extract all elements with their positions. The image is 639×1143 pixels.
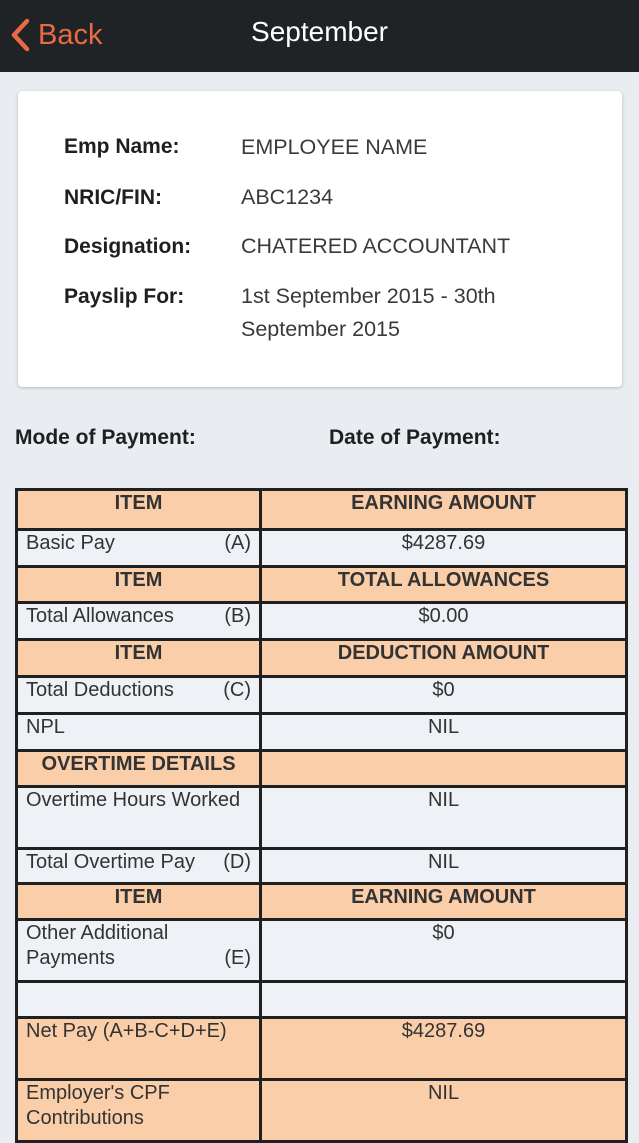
empty-cell	[17, 982, 261, 1018]
overtime-blank-header	[261, 751, 627, 787]
table-row	[17, 490, 627, 530]
basic-pay-label: Basic Pay	[26, 532, 115, 554]
basic-pay-code: (A)	[224, 532, 251, 554]
employer-cpf-label: Employer's CPF Contributions	[17, 1080, 261, 1142]
nric-value: ABC1234	[241, 185, 334, 209]
earning-amount-header: EARNING AMOUNT	[261, 490, 627, 530]
total-overtime-pay-cell	[17, 849, 261, 884]
designation-value: CHATERED ACCOUNTANT	[241, 234, 511, 258]
deduction-amount-header: DEDUCTION AMOUNT	[261, 640, 627, 677]
table-row	[17, 567, 627, 603]
basic-pay-cell	[17, 530, 261, 567]
table-row	[17, 714, 627, 751]
table-row	[17, 677, 627, 714]
designation-label: Designation:	[64, 235, 192, 258]
overtime-hours-value: NIL	[261, 787, 627, 849]
empty-cell	[261, 982, 627, 1018]
item-header: ITEM	[17, 640, 261, 677]
table-row	[17, 530, 627, 567]
employee-info-card	[18, 91, 622, 387]
table-row	[17, 751, 627, 787]
overtime-details-header: OVERTIME DETAILS	[17, 751, 261, 787]
other-additional-payments-label: Other Additional Payments	[26, 922, 169, 969]
total-overtime-pay-code: (D)	[223, 851, 251, 873]
table-row	[17, 982, 627, 1018]
employer-cpf-value: NIL	[261, 1080, 627, 1142]
item-header: ITEM	[17, 884, 261, 920]
total-deductions-label: Total Deductions	[26, 679, 174, 701]
table-row	[17, 849, 627, 884]
table-row	[17, 884, 627, 920]
other-additional-payments-code: (E)	[224, 947, 251, 969]
total-overtime-pay-value: NIL	[261, 849, 627, 884]
table-row	[17, 1018, 627, 1080]
top-app-bar	[0, 0, 639, 72]
total-allowances-header: TOTAL ALLOWANCES	[261, 567, 627, 603]
total-deductions-code: (C)	[223, 679, 251, 701]
emp-name-value: EMPLOYEE NAME	[241, 135, 428, 159]
total-allowances-label: Total Allowances	[26, 605, 174, 627]
payslip-table	[15, 488, 628, 1143]
npl-value: NIL	[261, 714, 627, 751]
basic-pay-value: $4287.69	[261, 530, 627, 567]
table-row	[17, 787, 627, 849]
other-additional-payments-value: $0	[261, 920, 627, 982]
emp-name-label: Emp Name:	[64, 135, 180, 158]
total-allowances-code: (B)	[224, 605, 251, 627]
item-header: ITEM	[17, 490, 261, 530]
npl-label: NPL	[17, 714, 261, 751]
total-deductions-value: $0	[261, 677, 627, 714]
back-label: Back	[38, 18, 103, 51]
date-of-payment-label: Date of Payment:	[329, 426, 501, 449]
overtime-hours-label: Overtime Hours Worked	[17, 787, 261, 849]
table-row	[17, 640, 627, 677]
table-row	[17, 1080, 627, 1142]
other-additional-payments-cell	[17, 920, 261, 982]
earning-amount-header: EARNING AMOUNT	[261, 884, 627, 920]
item-header: ITEM	[17, 567, 261, 603]
total-overtime-pay-label: Total Overtime Pay	[26, 851, 195, 873]
total-deductions-cell	[17, 677, 261, 714]
payslip-for-label: Payslip For:	[64, 285, 185, 308]
nric-label: NRIC/FIN:	[64, 186, 162, 209]
total-allowances-value: $0.00	[261, 603, 627, 640]
payslip-for-value: 1st September 2015 - 30th September 2015	[241, 284, 496, 341]
mode-of-payment-label: Mode of Payment:	[15, 426, 196, 449]
page-title: September	[251, 16, 388, 47]
net-pay-value: $4287.69	[261, 1018, 627, 1080]
table-row	[17, 920, 627, 982]
net-pay-label: Net Pay (A+B-C+D+E)	[17, 1018, 261, 1080]
table-row	[17, 603, 627, 640]
total-allowances-cell	[17, 603, 261, 640]
